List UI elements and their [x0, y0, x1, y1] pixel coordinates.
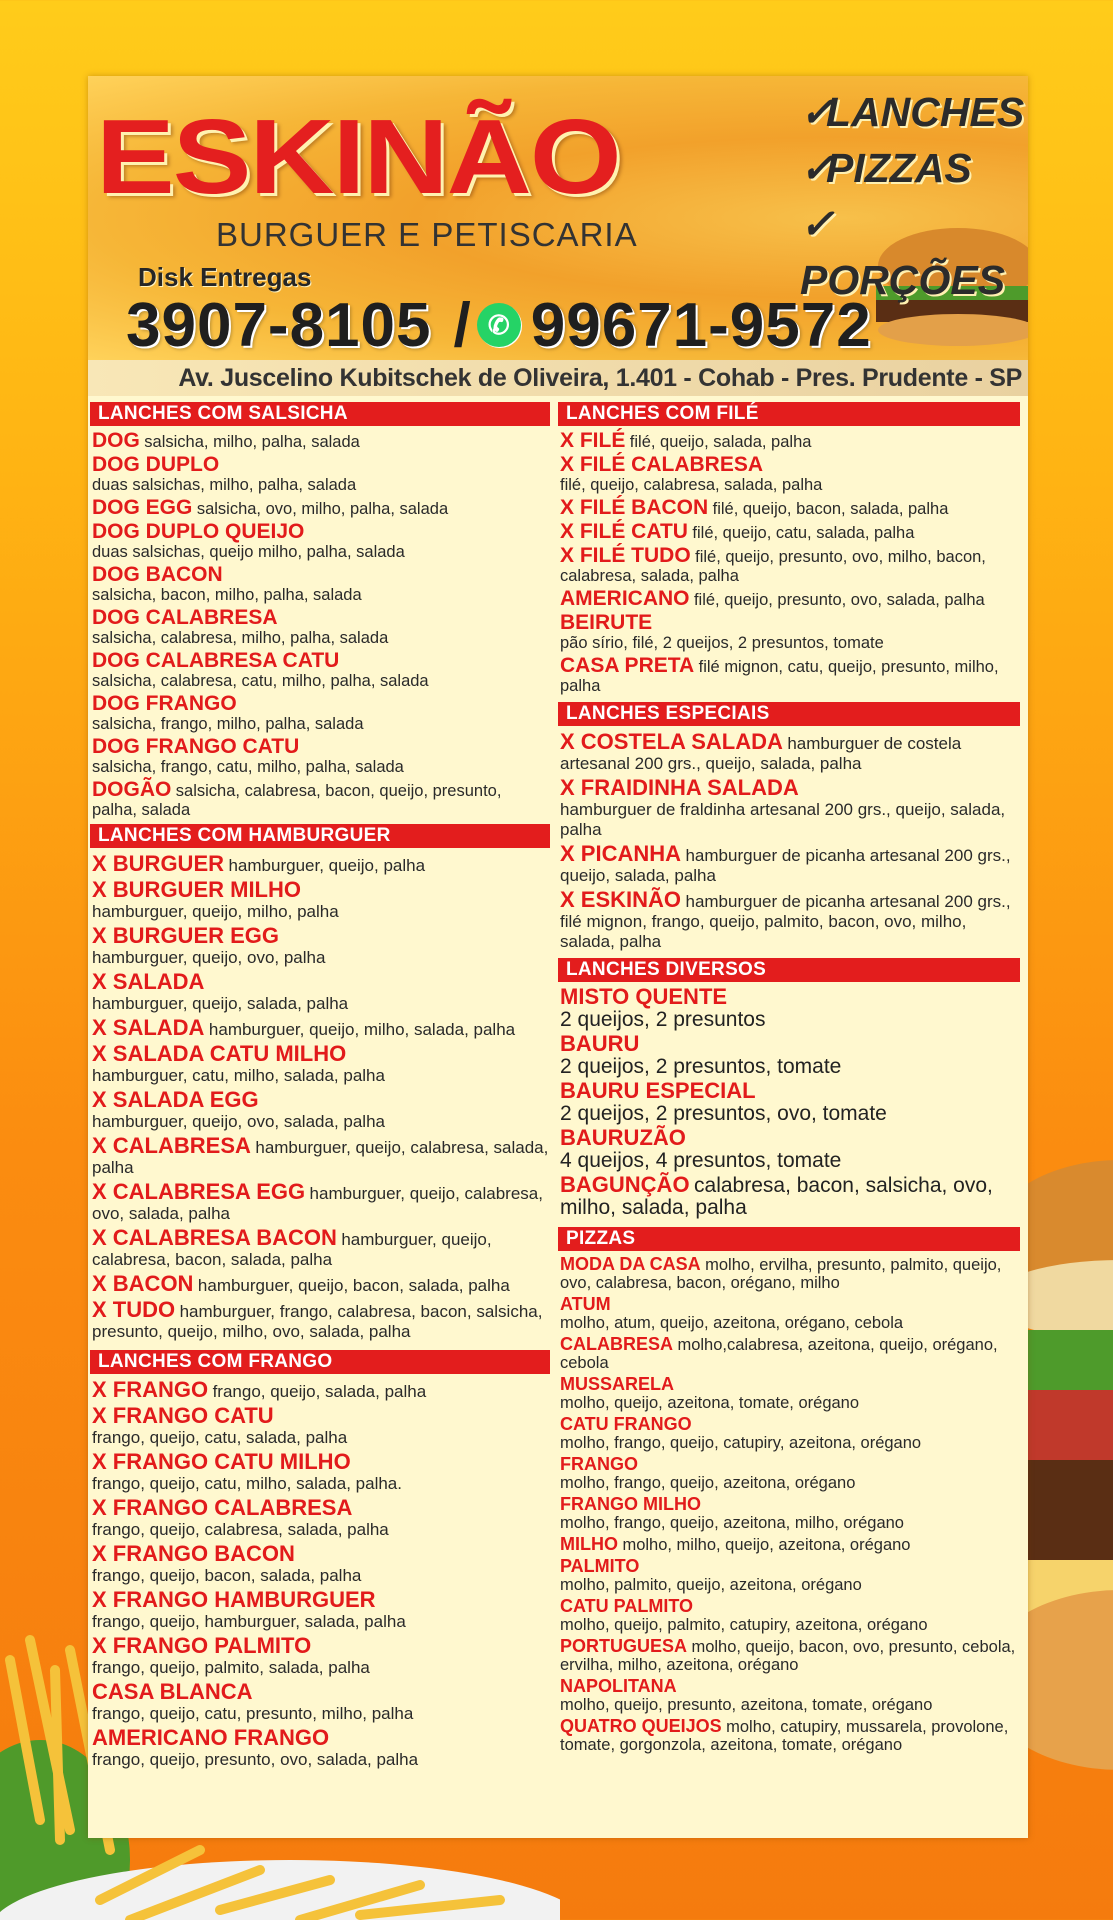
menu-item — [558, 1255, 1020, 1293]
item-description: 2 queijos, 2 presuntos — [560, 1008, 766, 1031]
item-description: filé mignon, catu, queijo, presunto, milho, palha — [560, 658, 999, 695]
item-description: hamburguer, catu, milho, salada, palha — [92, 1066, 385, 1085]
section-file — [558, 430, 1020, 696]
item-description: pão sírio, filé, 2 queijos, 2 presuntos, tomate — [560, 634, 884, 652]
item-name: CATU PALMITO — [560, 1596, 693, 1616]
subtitle: BURGUER E PETISCARIA — [216, 216, 638, 253]
menu-item — [90, 1134, 550, 1178]
menu-item — [90, 1726, 550, 1770]
item-description: salsicha, frango, catu, milho, palha, salada — [92, 758, 404, 776]
section-especiais — [558, 730, 1020, 952]
item-name: MUSSARELA — [560, 1374, 675, 1394]
item-description: salsicha, ovo, milho, palha, salada — [196, 500, 449, 518]
phone-whatsapp[interactable]: 99671-9572 — [530, 290, 872, 360]
item-description: salsicha, frango, milho, palha, salada — [92, 715, 364, 733]
item-name: X COSTELA SALADA — [560, 729, 783, 754]
menu-item — [90, 1680, 550, 1724]
menu-item — [558, 1557, 1020, 1595]
menu-item — [558, 730, 1020, 774]
item-description: molho, frango, queijo, azeitona, milho, orégano — [560, 1514, 904, 1532]
item-name: X FRANGO BACON — [92, 1541, 295, 1566]
menu-item — [558, 1677, 1020, 1715]
item-name: X FRANGO CALABRESA — [92, 1495, 353, 1520]
item-name: DOG — [92, 429, 140, 452]
item-name: AMERICANO FRANGO — [92, 1725, 330, 1750]
item-description: frango, queijo, bacon, salada, palha — [92, 1566, 362, 1585]
item-name: FRANGO — [560, 1454, 638, 1474]
menu-item — [558, 888, 1020, 952]
item-description: hamburguer, frango, calabresa, bacon, salsicha, presunto, queijo, milho, ovo, salada, palha — [92, 1302, 543, 1341]
check-item: ✓LANCHES — [800, 84, 1028, 140]
item-name: X CALABRESA — [92, 1133, 251, 1158]
item-description: hamburguer, queijo, ovo, salada, palha — [92, 1112, 385, 1131]
section-diversos — [558, 986, 1020, 1219]
menu-item — [90, 564, 550, 605]
item-name: DOG CALABRESA CATU — [92, 649, 340, 672]
item-description: hamburguer de picanha artesanal 200 grs., filé mignon, frango, queijo, palmito, bacon, ovo, milho, salada, palha — [560, 892, 1011, 951]
item-name: CATU FRANGO — [560, 1414, 692, 1434]
item-description: calabresa, bacon, salsicha, ovo, milho, salada, palha — [560, 1174, 993, 1219]
phone-separator: / — [453, 290, 471, 360]
item-description: hamburguer de picanha artesanal 200 grs., queijo, salada, palha — [560, 846, 1011, 885]
item-name: MILHO — [560, 1534, 618, 1554]
item-name: X FRANGO PALMITO — [92, 1633, 312, 1658]
item-name: BAGUNÇÃO — [560, 1172, 690, 1197]
item-description: frango, queijo, calabresa, salada, palha — [92, 1520, 389, 1539]
item-description: frango, queijo, presunto, ovo, salada, palha — [92, 1750, 419, 1769]
phone-landline[interactable]: 3907-8105 — [126, 290, 432, 360]
item-description: hamburguer de fraldinha artesanal 200 grs., queijo, salada, palha — [560, 800, 1006, 839]
menu-item — [558, 1174, 1020, 1219]
item-description: molho, queijo, bacon, ovo, presunto, cebola, ervilha, milho, azeitona, orégano — [560, 1638, 1016, 1674]
menu-item — [90, 852, 550, 876]
item-name: X FRANGO CATU — [92, 1403, 274, 1428]
item-description: filé, queijo, salada, palha — [629, 433, 812, 451]
menu-item — [90, 693, 550, 734]
menu-item — [558, 454, 1020, 495]
item-description: frango, queijo, catu, salada, palha — [92, 1428, 348, 1447]
item-name: X FRAIDINHA SALADA — [560, 775, 799, 800]
menu-item — [558, 1717, 1020, 1755]
item-name: DOG EGG — [92, 496, 193, 519]
section-title: LANCHES COM FRANGO — [90, 1350, 550, 1374]
check-icon: ✓ — [800, 201, 835, 247]
item-description: molho, queijo, azeitona, tomate, orégano — [560, 1394, 860, 1412]
item-name: X SALADA — [92, 1015, 205, 1040]
item-name: ATUM — [560, 1294, 611, 1314]
item-name: X BURGUER EGG — [92, 923, 280, 948]
menu-item — [90, 970, 550, 1014]
item-name: X FILÉ CALABRESA — [560, 453, 764, 476]
menu-item — [90, 1298, 550, 1342]
menu-item — [558, 1335, 1020, 1373]
menu-item — [90, 521, 550, 562]
item-description: salsicha, calabresa, catu, milho, palha, salada — [92, 672, 429, 690]
menu-item — [90, 1634, 550, 1678]
menu-item — [558, 612, 1020, 653]
section-title: LANCHES ESPECIAIS — [558, 702, 1020, 726]
section-title: LANCHES COM HAMBURGUER — [90, 824, 550, 848]
item-name: DOG FRANGO CATU — [92, 735, 300, 758]
menu-item — [90, 878, 550, 922]
item-description: molho, ervilha, presunto, palmito, queijo, ovo, calabresa, bacon, orégano, milho — [560, 1256, 1002, 1292]
menu-item — [558, 842, 1020, 886]
menu-item — [90, 1404, 550, 1448]
item-description: hamburguer, queijo, calabresa, salada, palha — [92, 1138, 549, 1177]
item-description: duas salsichas, queijo milho, palha, salada — [92, 543, 405, 561]
item-name: X FILÉ BACON — [560, 496, 709, 519]
item-description: molho,calabresa, azeitona, queijo, orégano, cebola — [560, 1336, 998, 1372]
item-description: 2 queijos, 2 presuntos, tomate — [560, 1055, 842, 1078]
menu-item — [558, 1535, 1020, 1555]
disk-entregas-label: Disk Entregas — [138, 262, 312, 292]
item-description: 2 queijos, 2 presuntos, ovo, tomate — [560, 1102, 887, 1125]
check-icon: ✓ — [800, 145, 835, 191]
item-name: X FILÉ — [560, 429, 626, 452]
menu-item — [558, 1080, 1020, 1125]
header — [88, 76, 1028, 360]
section-frango — [90, 1378, 550, 1770]
menu-item — [90, 1180, 550, 1224]
menu-item — [558, 655, 1020, 696]
item-description: hamburguer, queijo, salada, palha — [92, 994, 349, 1013]
menu-item — [558, 986, 1020, 1031]
category-checklist — [800, 84, 1028, 308]
item-name: X SALADA EGG — [92, 1087, 259, 1112]
menu-item — [558, 1127, 1020, 1172]
item-description: duas salsichas, milho, palha, salada — [92, 476, 357, 494]
item-description: molho, frango, queijo, catupiry, azeitona, orégano — [560, 1434, 922, 1452]
item-name: X BURGUER MILHO — [92, 877, 301, 902]
menu-item — [90, 454, 550, 495]
item-description: hamburguer, queijo, ovo, palha — [92, 948, 326, 967]
check-icon: ✓ — [800, 89, 835, 135]
item-name: X BURGUER — [92, 851, 225, 876]
item-name: PALMITO — [560, 1556, 640, 1576]
item-description: frango, queijo, catu, presunto, milho, palha — [92, 1704, 414, 1723]
section-title: LANCHES COM SALSICHA — [90, 402, 550, 426]
menu-item — [558, 1637, 1020, 1675]
menu-item — [90, 1588, 550, 1632]
section-title: PIZZAS — [558, 1227, 1020, 1251]
item-description: molho, milho, queijo, azeitona, orégano — [622, 1536, 911, 1554]
item-name: AMERICANO — [560, 587, 690, 610]
address: Av. Juscelino Kubitschek de Oliveira, 1.401 - Cohab - Pres. Prudente - SP — [88, 360, 1028, 396]
item-description: molho, atum, queijo, azeitona, orégano, cebola — [560, 1314, 904, 1332]
item-name: BEIRUTE — [560, 611, 653, 634]
item-name: X ESKINÃO — [560, 887, 682, 912]
menu-item — [90, 650, 550, 691]
menu-item — [558, 1455, 1020, 1493]
logo-text: ESKINÃO — [96, 97, 620, 217]
item-name: X FRANGO CATU MILHO — [92, 1449, 351, 1474]
menu-item — [90, 1272, 550, 1296]
menu-item — [558, 1597, 1020, 1635]
item-description: hamburguer, queijo, bacon, salada, palha — [197, 1276, 510, 1295]
menu-item — [90, 736, 550, 777]
menu-item — [90, 1496, 550, 1540]
item-description: hamburguer, queijo, calabresa, bacon, salada, palha — [92, 1230, 492, 1269]
item-name: FRANGO MILHO — [560, 1494, 701, 1514]
menu-item — [558, 521, 1020, 543]
item-name: X CALABRESA BACON — [92, 1225, 337, 1250]
menu-item — [558, 1033, 1020, 1078]
menu-card — [88, 76, 1028, 1838]
menu-item — [90, 1042, 550, 1086]
item-description: filé, queijo, calabresa, salada, palha — [560, 476, 823, 494]
item-name: X CALABRESA EGG — [92, 1179, 306, 1204]
item-name: DOG FRANGO — [92, 692, 237, 715]
item-name: X SALADA — [92, 969, 205, 994]
item-description: molho, palmito, queijo, azeitona, orégano — [560, 1576, 862, 1594]
item-name: BAURUZÃO — [560, 1125, 686, 1150]
item-name: X SALADA CATU MILHO — [92, 1041, 347, 1066]
item-name: CASA BLANCA — [92, 1679, 253, 1704]
item-name: DOG DUPLO QUEIJO — [92, 520, 305, 543]
menu-item — [558, 1495, 1020, 1533]
menu-item — [558, 588, 1020, 610]
whatsapp-icon: ✆ — [477, 303, 521, 347]
item-name: MISTO QUENTE — [560, 984, 728, 1009]
item-name: BAURU — [560, 1031, 640, 1056]
item-name: CASA PRETA — [560, 654, 695, 677]
item-description: filé, queijo, bacon, salada, palha — [712, 500, 949, 518]
phone-numbers — [126, 290, 872, 360]
menu-item — [90, 430, 550, 452]
menu-item — [90, 1450, 550, 1494]
check-item: ✓PORÇÕES — [800, 196, 1028, 308]
section-title: LANCHES COM FILÉ — [558, 402, 1020, 426]
item-name: X TUDO — [92, 1297, 176, 1322]
section-salsicha — [90, 430, 550, 820]
menu-item — [90, 1542, 550, 1586]
check-item: ✓PIZZAS — [800, 140, 1028, 196]
menu-item — [90, 1016, 550, 1040]
item-description: molho, catupiry, mussarela, provolone, tomate, gorgonzola, azeitona, tomate, orégano — [560, 1718, 1009, 1754]
menu-item — [90, 1088, 550, 1132]
menu-item — [558, 430, 1020, 452]
menu-item — [558, 1415, 1020, 1453]
item-description: frango, queijo, salada, palha — [212, 1382, 427, 1401]
item-description: salsicha, bacon, milho, palha, salada — [92, 586, 362, 604]
item-description: frango, queijo, palmito, salada, palha — [92, 1658, 370, 1677]
item-name: DOG DUPLO — [92, 453, 220, 476]
item-description: molho, queijo, palmito, catupiry, azeitona, orégano — [560, 1616, 928, 1634]
item-description: molho, queijo, presunto, azeitona, tomate, orégano — [560, 1696, 933, 1714]
menu-item — [90, 779, 550, 820]
section-pizzas — [558, 1255, 1020, 1755]
item-name: X FILÉ TUDO — [560, 544, 691, 567]
item-description: molho, frango, queijo, azeitona, orégano — [560, 1474, 856, 1492]
menu-item — [90, 1226, 550, 1270]
item-name: X FILÉ CATU — [560, 520, 688, 543]
item-name: QUATRO QUEIJOS — [560, 1716, 722, 1736]
item-description: hamburguer, queijo, palha — [228, 856, 426, 875]
menu-item — [558, 1375, 1020, 1413]
menu-item — [90, 497, 550, 519]
item-description: filé, queijo, presunto, ovo, salada, palha — [693, 591, 985, 609]
item-name: X BACON — [92, 1271, 194, 1296]
item-description: 4 queijos, 4 presuntos, tomate — [560, 1149, 842, 1172]
item-name: MODA DA CASA — [560, 1254, 701, 1274]
item-name: X PICANHA — [560, 841, 682, 866]
item-description: salsicha, calabresa, bacon, queijo, presunto, palha, salada — [92, 782, 502, 819]
item-name: X FRANGO HAMBURGUER — [92, 1587, 376, 1612]
item-description: hamburguer, queijo, milho, palha — [92, 902, 339, 921]
menu-item — [90, 607, 550, 648]
item-description: hamburguer, queijo, milho, salada, palha — [208, 1020, 516, 1039]
right-column — [558, 400, 1020, 1757]
item-name: CALABRESA — [560, 1334, 674, 1354]
item-name: DOG CALABRESA — [92, 606, 278, 629]
item-name: DOGÃO — [92, 778, 172, 801]
item-description: hamburguer de costela artesanal 200 grs., queijo, salada, palha — [560, 734, 962, 773]
menu-item — [90, 1378, 550, 1402]
item-description: filé, queijo, catu, salada, palha — [692, 524, 915, 542]
menu-item — [558, 1295, 1020, 1333]
section-title: LANCHES DIVERSOS — [558, 958, 1020, 982]
menu-item — [90, 924, 550, 968]
item-description: frango, queijo, catu, milho, salada, palha. — [92, 1474, 402, 1493]
item-description: salsicha, calabresa, milho, palha, salada — [92, 629, 389, 647]
item-name: BAURU ESPECIAL — [560, 1078, 756, 1103]
item-description: filé, queijo, presunto, ovo, milho, bacon, calabresa, salada, palha — [560, 548, 986, 585]
item-description: salsicha, milho, palha, salada — [144, 433, 360, 451]
item-name: X FRANGO — [92, 1377, 209, 1402]
menu-item — [558, 776, 1020, 840]
menu-item — [558, 497, 1020, 519]
item-name: NAPOLITANA — [560, 1676, 677, 1696]
item-description: hamburguer, queijo, calabresa, ovo, salada, palha — [92, 1184, 543, 1223]
section-hamburguer — [90, 852, 550, 1342]
item-name: PORTUGUESA — [560, 1636, 688, 1656]
menu-item — [558, 545, 1020, 586]
item-name: DOG BACON — [92, 563, 223, 586]
left-column — [90, 400, 550, 1772]
item-description: frango, queijo, hamburguer, salada, palha — [92, 1612, 406, 1631]
